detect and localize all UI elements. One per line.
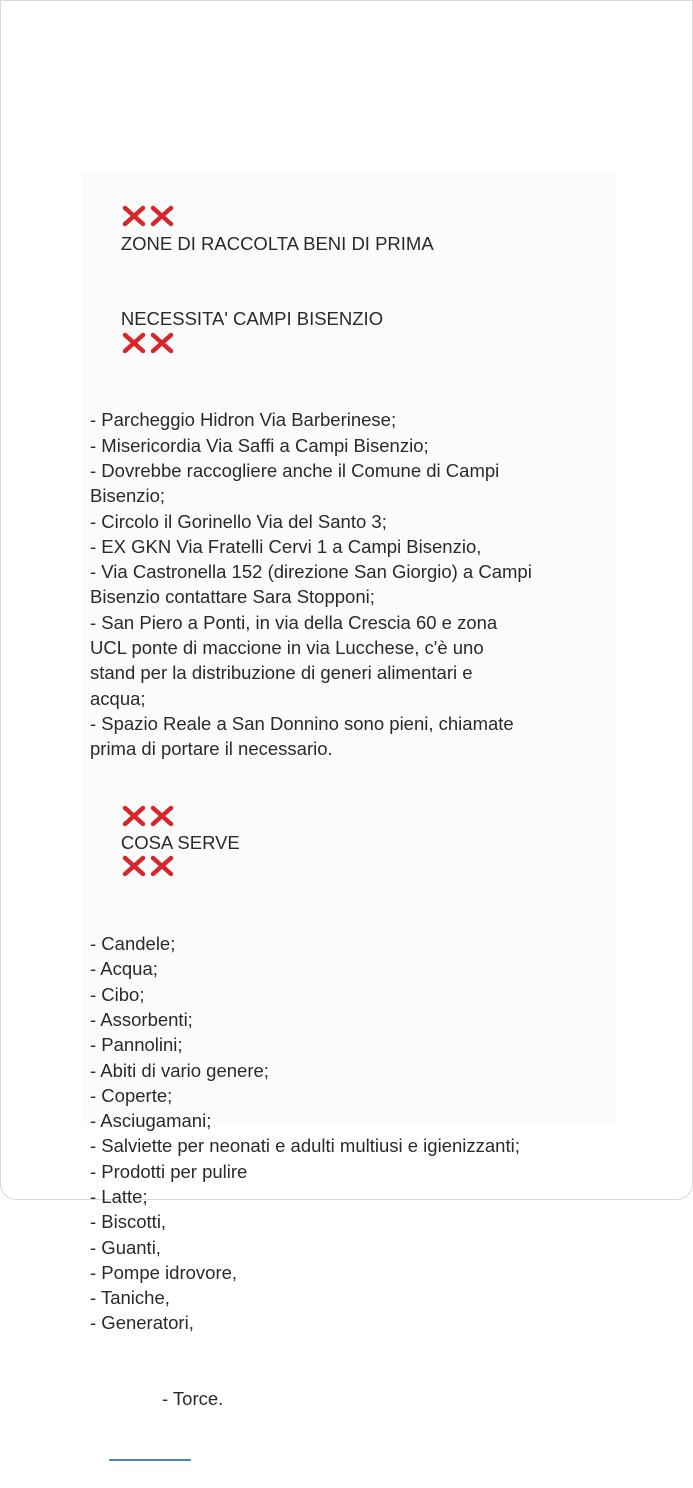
list-item: - Taniche, — [90, 1287, 170, 1309]
list-item: acqua; — [90, 687, 146, 709]
cross-mark-icon — [121, 332, 149, 354]
list-item: - Guanti, — [90, 1236, 161, 1258]
list-item: - Dovrebbe raccogliere anche il Comune di Campi — [90, 459, 500, 481]
list-item: - Assorbenti; — [90, 1008, 193, 1030]
cross-mark-icon — [149, 805, 177, 827]
note-content — [90, 180, 610, 1488]
list-item: - Acqua; — [90, 958, 158, 980]
section1-title-line1: ZONE DI RACCOLTA BENI DI PRIMA — [120, 232, 434, 254]
list-item: stand per la distribuzione di generi alimentari e — [90, 662, 473, 684]
list-item: - Misericordia Via Saffi a Campi Bisenzio; — [90, 434, 429, 456]
list-item: - Coperte; — [90, 1084, 173, 1106]
list-item: - Spazio Reale a San Donnino sono pieni, chiamate — [90, 712, 514, 734]
collection-points-list — [90, 407, 610, 761]
cross-mark-icon — [121, 205, 149, 227]
list-item: - Cibo; — [90, 983, 145, 1005]
list-item: - Pompe idrovore, — [90, 1261, 238, 1283]
list-item: - Candele; — [90, 933, 176, 955]
spacer — [90, 762, 610, 780]
list-item: - Asciugamani; — [90, 1110, 212, 1132]
cross-mark-icon — [121, 855, 149, 877]
section2-heading — [90, 780, 610, 906]
cross-mark-icon — [149, 205, 177, 227]
list-item: - Latte; — [90, 1185, 148, 1207]
spacer — [90, 906, 610, 931]
list-item: Bisenzio contattare Sara Stopponi; — [90, 586, 375, 608]
text-selection-underline — [109, 1459, 191, 1461]
list-item: - Prodotti per pulire — [90, 1160, 248, 1182]
list-item: - Generatori, — [90, 1312, 194, 1334]
cross-pair-icon — [121, 805, 177, 830]
list-item: - EX GKN Via Fratelli Cervi 1 a Campi Bisenzio, — [90, 535, 482, 557]
cross-pair-icon — [121, 855, 177, 880]
spacer — [90, 382, 610, 407]
list-item: - San Piero a Ponti, in via della Crescia 60 e zona — [90, 611, 498, 633]
list-item: Bisenzio; — [90, 485, 166, 507]
list-item: UCL ponte di maccione in via Lucchese, c'è uno — [90, 637, 484, 659]
cross-pair-icon — [121, 332, 177, 357]
list-item: - Parcheggio Hidron Via Barberinese; — [90, 409, 397, 431]
cross-mark-icon — [121, 805, 149, 827]
cross-mark-icon — [149, 855, 177, 877]
list-item: - Abiti di vario genere; — [90, 1059, 269, 1081]
last-item-text: - Torce. — [161, 1388, 224, 1410]
section1-heading — [90, 180, 610, 382]
list-item: - Circolo il Gorinello Via del Santo 3; — [90, 510, 387, 532]
section1-title-line2: NECESSITA' CAMPI BISENZIO — [120, 308, 384, 330]
list-item: - Pannolini; — [90, 1034, 183, 1056]
list-item: - Biscotti, — [90, 1211, 167, 1233]
list-item: - Via Castronella 152 (direzione San Giorgio) a Campi — [90, 561, 532, 583]
list-item: prima di portare il necessario. — [90, 738, 333, 760]
needed-items-list — [90, 931, 610, 1488]
cross-mark-icon — [149, 332, 177, 354]
list-item: - Salviette per neonati e adulti multiusi e igienizzanti; — [90, 1135, 520, 1157]
cross-pair-icon — [121, 205, 177, 230]
section2-title: COSA SERVE — [120, 832, 240, 854]
list-item-last — [121, 1361, 223, 1462]
